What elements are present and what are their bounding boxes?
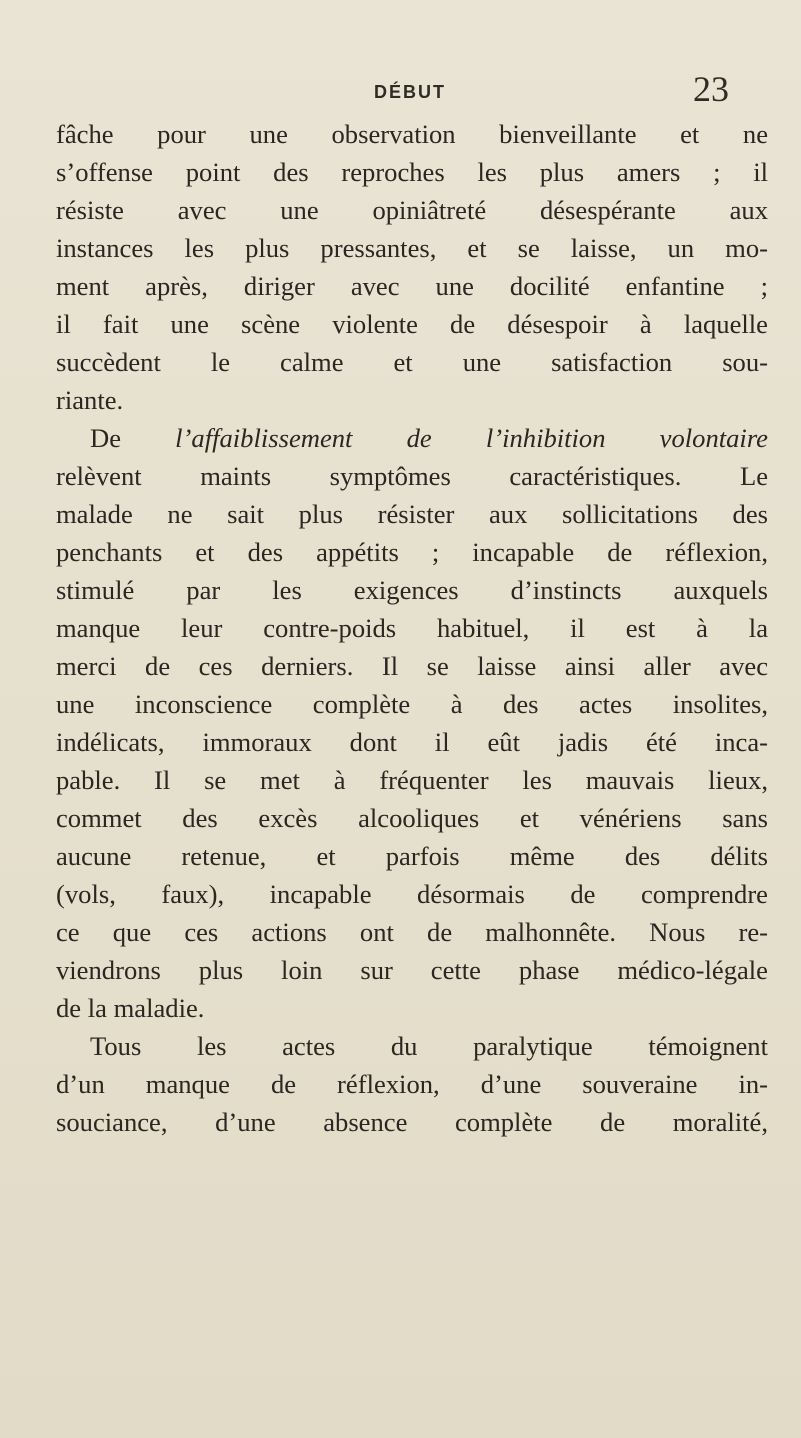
text-line: commet des excès alcooliques et vénériens sans <box>56 803 768 833</box>
text-line: s’offense point des reproches les plus amers ; il <box>56 157 768 187</box>
text-line: succèdent le calme et une satisfaction sou- <box>56 347 768 377</box>
text-line: ment après, diriger avec une docilité enfantine ; <box>56 271 768 301</box>
text-line: indélicats, immoraux dont il eût jadis été inca- <box>56 727 768 757</box>
text-line: pable. Il se met à fréquenter les mauvais lieux, <box>56 765 768 795</box>
paragraph-opening-prefix: De <box>90 423 176 453</box>
text-line: manque leur contre-poids habituel, il est à la <box>56 613 768 643</box>
text-line: aucune retenue, et parfois même des délits <box>56 841 768 871</box>
text-line: viendrons plus loin sur cette phase médico-légale <box>56 955 768 985</box>
text-line: de la maladie. <box>56 993 205 1023</box>
text-line: Tous les actes du paralytique témoignent <box>90 1031 768 1061</box>
text-line: stimulé par les exigences d’instincts auxquels <box>56 575 768 605</box>
text-line: penchants et des appétits ; incapable de réflexion, <box>56 537 768 567</box>
text-line: souciance, d’une absence complète de moralité, <box>56 1107 768 1137</box>
text-line: d’un manque de réflexion, d’une souveraine in- <box>56 1069 768 1099</box>
text-line: fâche pour une observation bienveillante et ne <box>56 119 768 149</box>
text-line: riante. <box>56 385 124 415</box>
italic-phrase: l’affaiblissement de l’inhibition volontaire <box>175 423 768 453</box>
text-line: (vols, faux), incapable désormais de comprendre <box>56 879 768 909</box>
text-line: résiste avec une opiniâtreté désespérante aux <box>56 195 768 225</box>
running-title: DÉBUT <box>374 82 446 102</box>
text-line: instances les plus pressantes, et se laisse, un mo- <box>56 233 768 263</box>
paragraph-opening-line <box>90 421 768 455</box>
text-line: ce que ces actions ont de malhonnête. Nous re- <box>56 917 768 947</box>
page-number: 23 <box>693 69 729 109</box>
text-line: il fait une scène violente de désespoir à laquelle <box>56 309 768 339</box>
text-line: une inconscience complète à des actes insolites, <box>56 689 768 719</box>
text-line: malade ne sait plus résister aux sollicitations des <box>56 499 768 529</box>
text-line: merci de ces derniers. Il se laisse ainsi aller avec <box>56 651 768 681</box>
text-line: relèvent maints symptômes caractéristiques. Le <box>56 461 768 491</box>
